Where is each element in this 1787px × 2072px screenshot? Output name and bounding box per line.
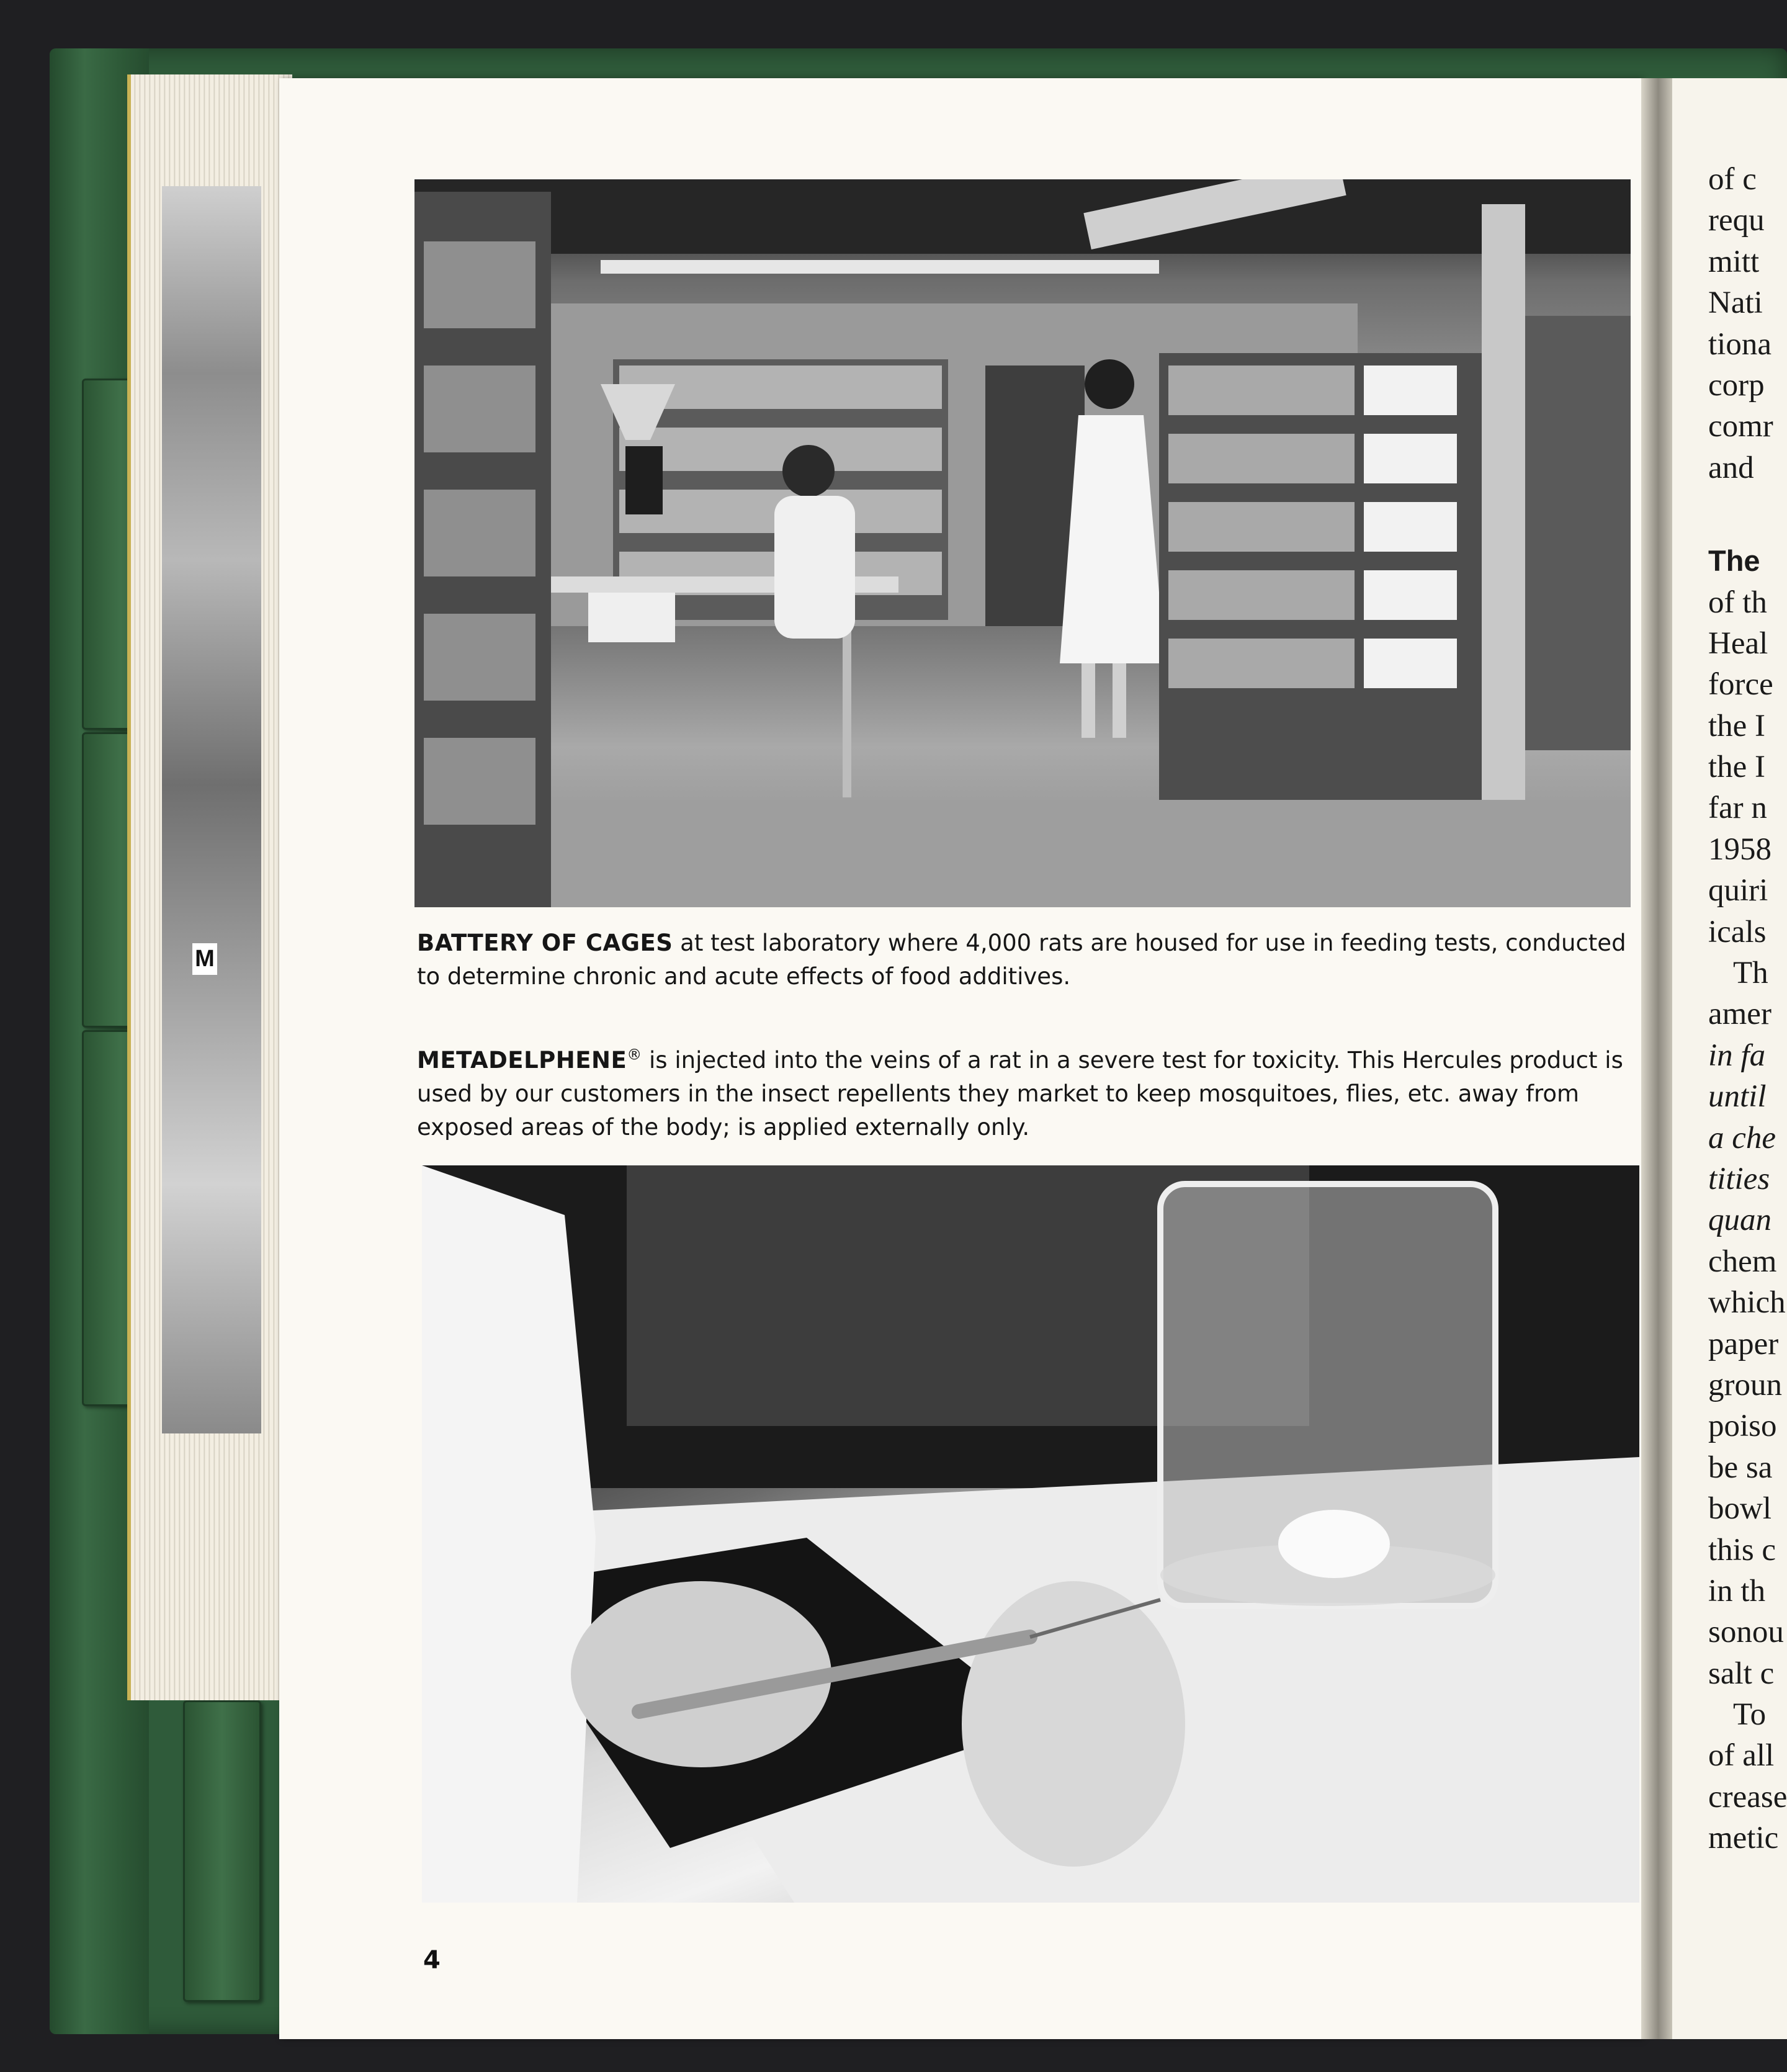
facing-line: and	[1708, 450, 1754, 485]
facing-line: 1958	[1708, 832, 1771, 867]
facing-line: tities	[1708, 1161, 1770, 1196]
caption-text: is injected into the veins of a rat in a severe test for toxicity. This Hercules product is used by our customers in the insect repellents they market to keep mosquitoes, flies, etc. away from exposed areas of the body; is applied externally only.	[417, 1047, 1623, 1141]
caption-metadelphene	[417, 1044, 1633, 1144]
lab-scene-illustration	[414, 179, 1631, 907]
facing-line: of all	[1708, 1738, 1775, 1774]
facing-line: which	[1708, 1285, 1786, 1321]
facing-page	[1672, 78, 1787, 2039]
facing-line: salt c	[1708, 1656, 1775, 1691]
facing-line: a che	[1708, 1120, 1776, 1155]
facing-line: To	[1733, 1697, 1767, 1733]
facing-line: comr	[1708, 409, 1773, 444]
facing-line: paper	[1708, 1326, 1779, 1361]
injection-scene-illustration	[422, 1165, 1639, 1903]
facing-line: the I	[1708, 708, 1766, 743]
page-number: 4	[423, 1946, 441, 1975]
facing-line: mitt	[1708, 244, 1760, 279]
facing-line: metic	[1708, 1821, 1779, 1856]
facing-line: requ	[1708, 203, 1765, 238]
facing-line: bowl	[1708, 1491, 1771, 1527]
facing-line: be sa	[1708, 1450, 1773, 1485]
facing-page-text	[1708, 159, 1787, 1859]
facing-line: quan	[1708, 1203, 1771, 1238]
photo-battery-of-cages	[414, 179, 1631, 907]
book-gutter	[1641, 78, 1672, 2039]
facing-line: quiri	[1708, 873, 1768, 908]
registered-mark: ®	[627, 1046, 642, 1064]
underlying-page-photo-edge	[162, 186, 261, 1433]
photo-injection-test	[422, 1165, 1639, 1903]
facing-line: this c	[1708, 1532, 1776, 1567]
facing-line: tiona	[1708, 326, 1771, 362]
binder-tab	[183, 1700, 261, 2002]
facing-line: until	[1708, 1079, 1767, 1114]
main-page	[279, 78, 1641, 2039]
caption-lead: BATTERY OF CAGES	[417, 930, 673, 956]
caption-battery-of-cages	[417, 926, 1633, 993]
facing-line: in th	[1708, 1573, 1766, 1608]
facing-line: Heal	[1708, 626, 1768, 661]
facing-line: force	[1708, 667, 1773, 702]
paragraph-gap	[1708, 488, 1787, 540]
caption-text: at test laboratory where 4,000 rats are housed for use in feeding tests, conducted to determine chronic and acute effects of food additives.	[417, 930, 1626, 990]
facing-line: sonou	[1708, 1615, 1784, 1650]
facing-line: poiso	[1708, 1409, 1777, 1444]
facing-line: corp	[1708, 367, 1765, 403]
facing-line: of c	[1708, 162, 1757, 197]
facing-line: icals	[1708, 914, 1767, 949]
facing-line: groun	[1708, 1367, 1782, 1402]
facing-line: Nati	[1708, 285, 1763, 321]
facing-heading: The	[1708, 544, 1760, 578]
facing-line: Th	[1733, 956, 1768, 991]
facing-line: far n	[1708, 791, 1767, 826]
facing-line: crease	[1708, 1779, 1787, 1814]
page-stack	[127, 74, 292, 1700]
facing-line: in fa	[1708, 1038, 1766, 1073]
underlying-page-letter: M	[192, 943, 217, 975]
facing-line: of th	[1708, 585, 1767, 620]
facing-line: amer	[1708, 997, 1771, 1032]
facing-line: the I	[1708, 750, 1766, 785]
facing-line: chem	[1708, 1244, 1777, 1279]
caption-lead: METADELPHENE	[417, 1047, 627, 1074]
